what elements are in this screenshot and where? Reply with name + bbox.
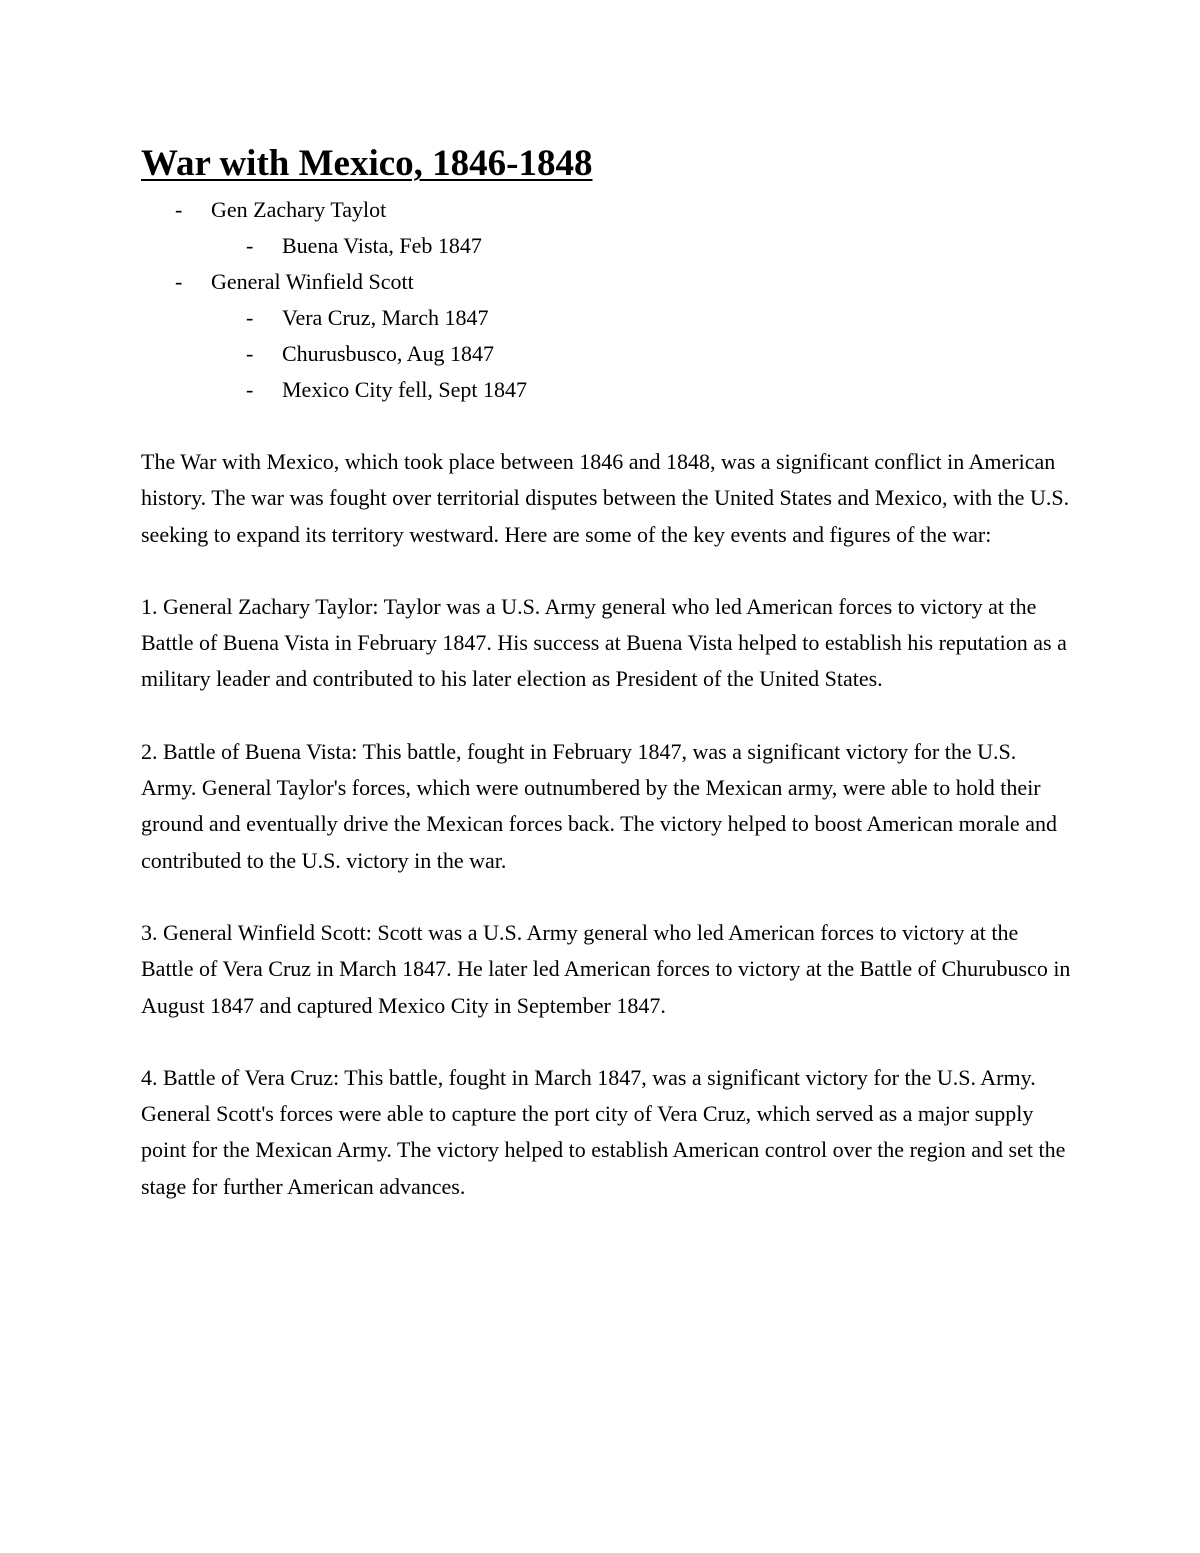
document-page — [141, 140, 1071, 1205]
outline-subitem — [141, 336, 1071, 372]
outline-list — [141, 192, 1071, 408]
bullet-dash: - — [175, 197, 183, 222]
bullet-dash: - — [246, 233, 254, 258]
document-title: War with Mexico, 1846-1848 — [141, 143, 593, 184]
outline-subitem — [141, 300, 1071, 336]
bullet-dash: - — [246, 341, 254, 366]
bullet-dash: - — [246, 377, 254, 402]
outline-item — [141, 192, 1071, 228]
outline-item-text: Vera Cruz, March 1847 — [282, 305, 489, 330]
outline-subitem — [141, 228, 1071, 264]
paragraph-vera-cruz: 4. Battle of Vera Cruz: This battle, fought in March 1847, was a significant victory for the U.S. Army. General Scott's forces were able to capture the port city of Vera Cruz, which served as a major supply point for the Mexican Army. The victory helped to establish American control over the region and set the stage for further American advances. — [141, 1064, 1066, 1199]
outline-item-text: General Winfield Scott — [211, 269, 414, 294]
outline-item-text: Gen Zachary Taylot — [211, 197, 387, 222]
bullet-dash: - — [246, 305, 254, 330]
paragraph-buena-vista: 2. Battle of Buena Vista: This battle, fought in February 1847, was a significant victory for the U.S. Army. General Taylor's forces, which were outnumbered by the Mexican army, were able to hold their ground and eventually drive the Mexican forces back. The victory helped to boost American morale and contributed to the U.S. victory in the war. — [141, 738, 1057, 873]
outline-item — [141, 264, 1071, 300]
outline-subitem — [141, 372, 1071, 408]
paragraph-scott: 3. General Winfield Scott: Scott was a U.S. Army general who led American forces to victory at the Battle of Vera Cruz in March 1847. He later led American forces to victory at the Battle of Churubusco in August 1847 and captured Mexico City in September 1847. — [141, 919, 1071, 1018]
outline-item-text: Mexico City fell, Sept 1847 — [282, 377, 528, 402]
outline-item-text: Buena Vista, Feb 1847 — [282, 233, 482, 258]
bullet-dash: - — [175, 269, 183, 294]
paragraph-taylor: 1. General Zachary Taylor: Taylor was a U.S. Army general who led American forces to victory at the Battle of Buena Vista in February 1847. His success at Buena Vista helped to establish his reputation as a military leader and contributed to his later election as President of the United States. — [141, 593, 1067, 692]
outline-item-text: Churusbusco, Aug 1847 — [282, 341, 495, 366]
intro-paragraph: The War with Mexico, which took place between 1846 and 1848, was a significant conflict in American history. The war was fought over territorial disputes between the United States and Mexico, with the U.S. seeking to expand its territory westward. Here are some of the key events and figures of the war: — [141, 449, 1070, 547]
